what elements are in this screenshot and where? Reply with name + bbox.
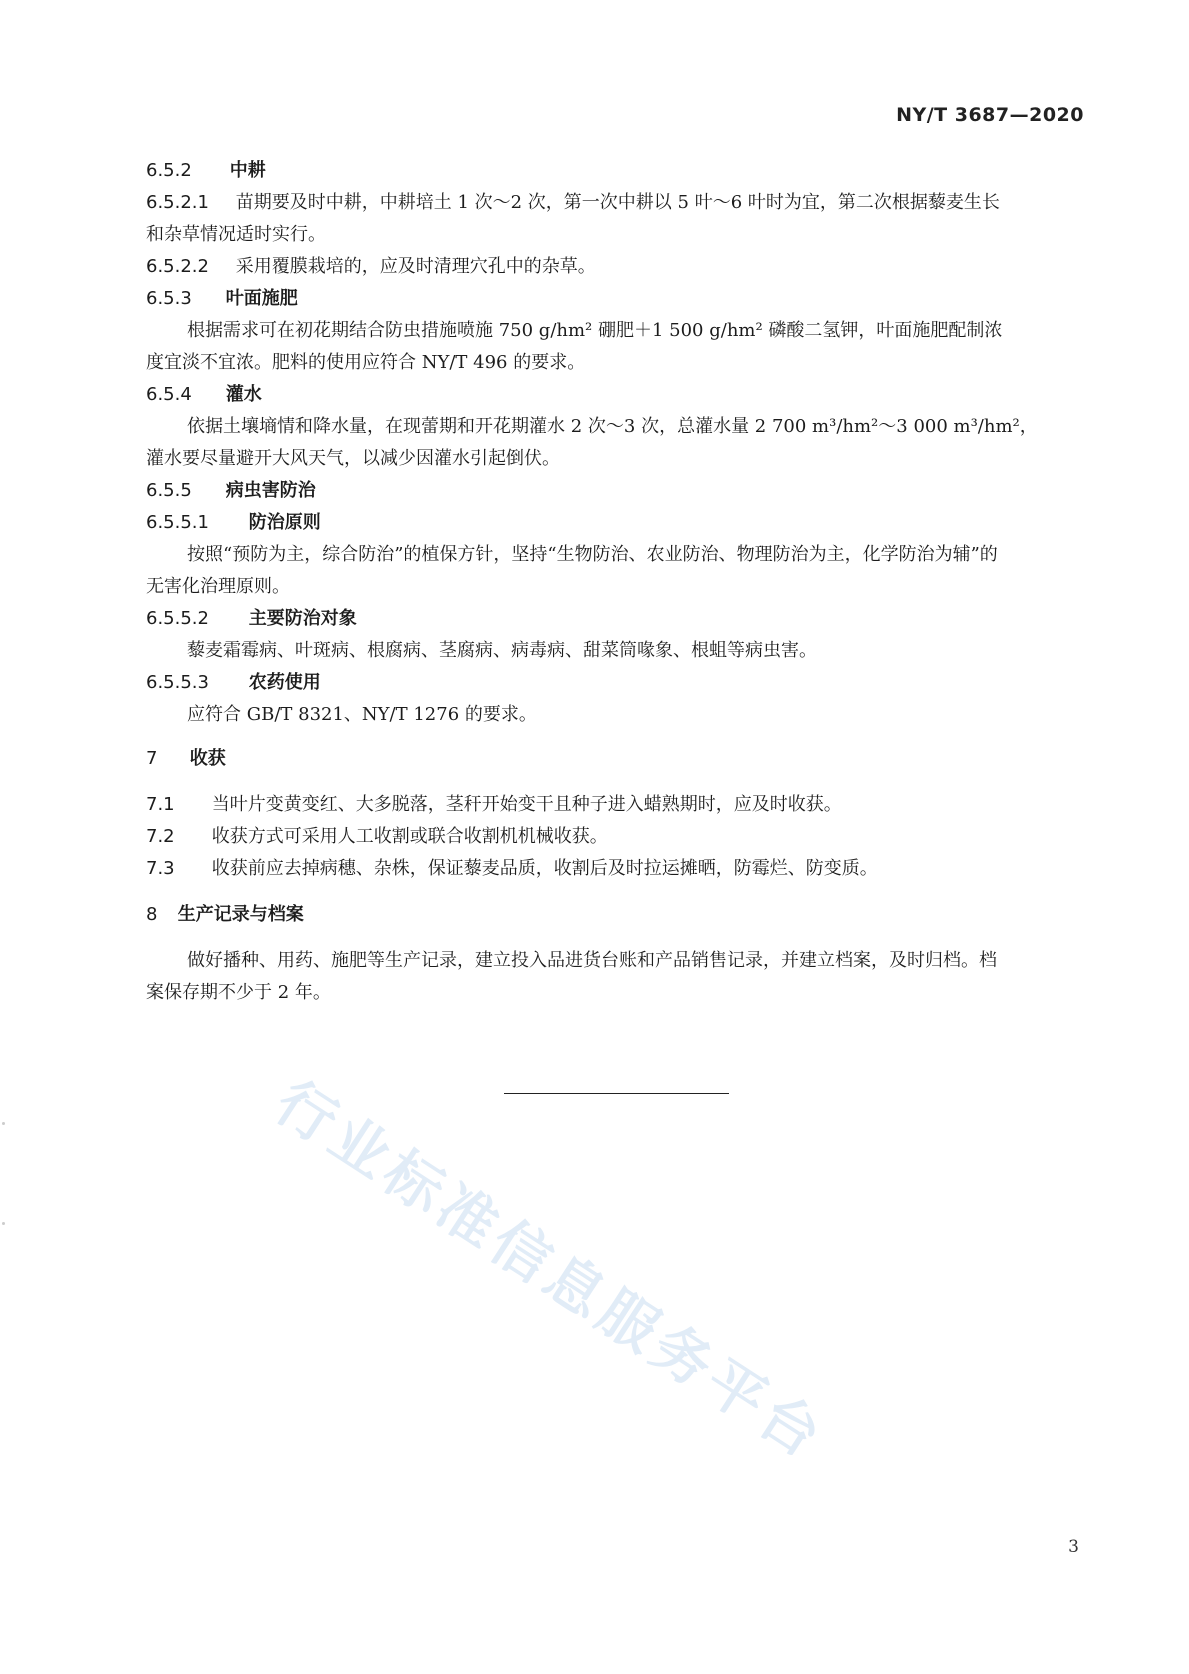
heading-6-5-3: 6.5.3 叶面施肥 xyxy=(146,288,298,309)
end-rule xyxy=(504,1093,729,1094)
standard-code: NY/T 3687—2020 xyxy=(896,104,1084,126)
paragraph-6-5-5-2: 藜麦霜霉病、叶斑病、根腐病、茎腐病、病毒病、甜菜筒喙象、根蛆等病虫害。 xyxy=(187,640,817,661)
heading-6-5-5-3: 6.5.5.3 农药使用 xyxy=(146,672,321,693)
heading-8: 8 生产记录与档案 xyxy=(146,904,304,925)
clause-7-3: 7.3 收获前应去掉病穗、杂株，保证藜麦品质，收割后及时拉运摊晒，防霉烂、防变质。 xyxy=(146,858,878,879)
paragraph-6-5-3: 根据需求可在初花期结合防虫措施喷施 750 g/hm² 硼肥＋1 500 g/hm² 磷酸二氢钾，叶面施肥配制浓 xyxy=(187,320,1003,341)
paragraph-6-5-4-cont: 灌水要尽量避开大风天气，以减少因灌水引起倒伏。 xyxy=(146,448,560,469)
paragraph-8-cont: 案保存期不少于 2 年。 xyxy=(146,982,331,1003)
scan-mark xyxy=(2,1222,5,1225)
paragraph-6-5-3-cont: 度宜淡不宜浓。肥料的使用应符合 NY/T 496 的要求。 xyxy=(146,352,586,373)
clause-6-5-2-1: 6.5.2.1 苗期要及时中耕，中耕培土 1 次～2 次，第一次中耕以 5 叶～6 叶时为宜，第二次根据藜麦生长 xyxy=(146,192,1000,213)
paragraph-6-5-4: 依据土壤墒情和降水量，在现蕾期和开花期灌水 2 次～3 次，总灌水量 2 700 m³/hm²～3 000 m³/hm²， xyxy=(187,416,1038,437)
page-number: 3 xyxy=(1068,1537,1079,1557)
clause-6-5-2-2: 6.5.2.2 采用覆膜栽培的，应及时清理穴孔中的杂草。 xyxy=(146,256,596,277)
paragraph-6-5-5-3: 应符合 GB/T 8321、NY/T 1276 的要求。 xyxy=(187,704,537,725)
clause-7-2: 7.2 收获方式可采用人工收割或联合收割机机械收获。 xyxy=(146,826,608,847)
clause-7-1: 7.1 当叶片变黄变红、大多脱落，茎秆开始变干且种子进入蜡熟期时，应及时收获。 xyxy=(146,794,842,815)
heading-6-5-5: 6.5.5 病虫害防治 xyxy=(146,480,316,501)
paragraph-6-5-5-1: 按照“预防为主，综合防治”的植保方针，坚持“生物防治、农业防治、物理防治为主，化学防治为辅”的 xyxy=(187,544,998,565)
heading-6-5-2: 6.5.2 中耕 xyxy=(146,160,266,181)
watermark: 行业标准信息服务平台 xyxy=(263,1067,838,1474)
paragraph-8: 做好播种、用药、施肥等生产记录，建立投入品进货台账和产品销售记录，并建立档案，及时归档。档 xyxy=(187,950,997,971)
scan-mark xyxy=(2,1122,5,1125)
heading-6-5-5-1: 6.5.5.1 防治原则 xyxy=(146,512,321,533)
heading-7: 7 收获 xyxy=(146,748,226,769)
heading-6-5-4: 6.5.4 灌水 xyxy=(146,384,262,405)
paragraph-6-5-5-1-cont: 无害化治理原则。 xyxy=(146,576,290,597)
heading-6-5-5-2: 6.5.5.2 主要防治对象 xyxy=(146,608,357,629)
clause-6-5-2-1-cont: 和杂草情况适时实行。 xyxy=(146,224,326,245)
